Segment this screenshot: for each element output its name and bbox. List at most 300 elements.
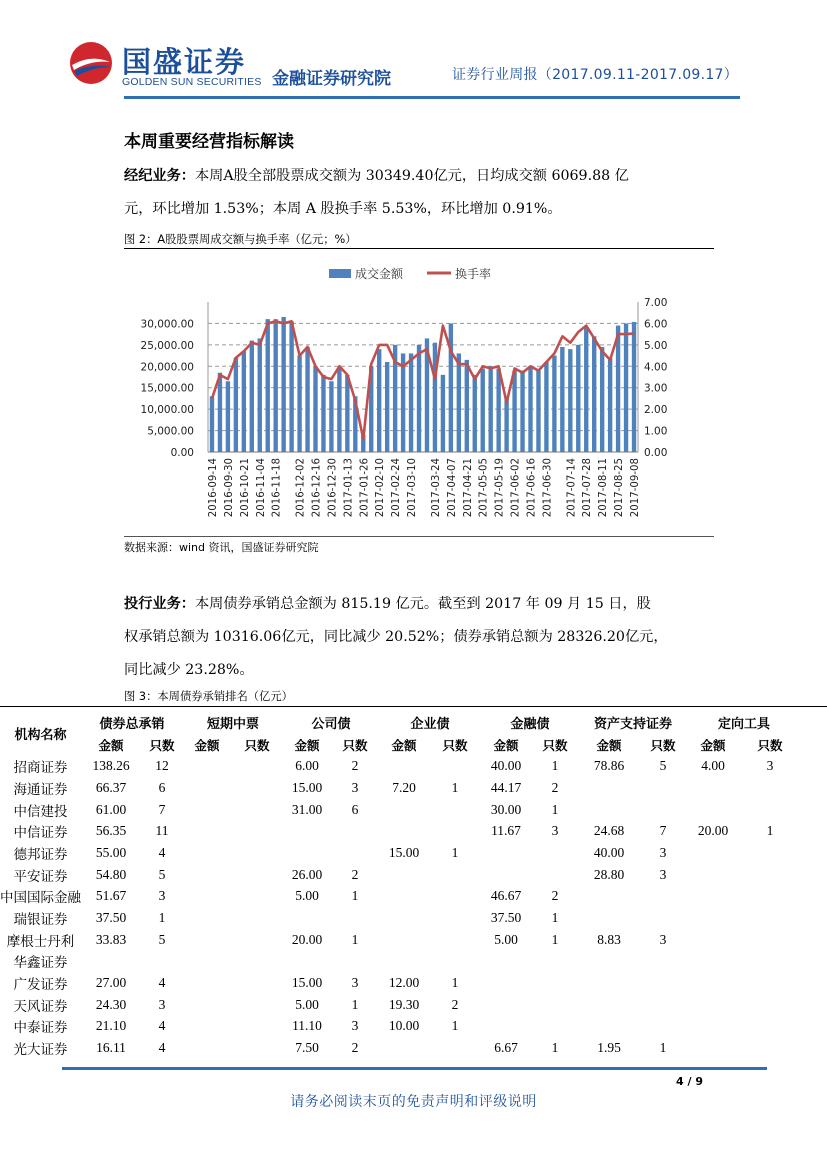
- x-tick-label: 2016-10-21: [239, 458, 251, 518]
- cell-count: [531, 994, 579, 1016]
- volume-bar: [608, 358, 612, 452]
- header-divider: [124, 96, 740, 99]
- cell-count: [429, 1037, 481, 1059]
- x-tick-label: 2016-12-02: [295, 458, 307, 518]
- cell-count: [231, 1037, 283, 1059]
- volume-bar: [584, 328, 588, 452]
- ib-line3: 同比减少 23.28%。: [124, 662, 254, 678]
- cell-count: 1: [551, 1040, 559, 1056]
- cell-count: 1: [551, 801, 559, 817]
- cell-amount: 15.00: [291, 975, 323, 991]
- disclaimer: 请务必阅读末页的免责声明和评级说明: [290, 1094, 537, 1110]
- cell-amount: [379, 1037, 429, 1059]
- institution-name: 德邦证券: [13, 846, 68, 863]
- cell-amount: [687, 972, 739, 994]
- cell-amount: [81, 951, 141, 973]
- page-number: 4 / 9: [676, 1075, 703, 1088]
- x-tick-label: 2017-06-30: [542, 458, 554, 518]
- institution-name: 天风证券: [13, 998, 68, 1015]
- cell-count: 3: [659, 931, 667, 947]
- brokerage-line2: 元，环比增加 1.53%；本周 A 股换手率 5.53%，环比增加 0.91%。: [124, 201, 562, 217]
- group-header: 金融债: [510, 717, 550, 733]
- figure2-top-rule: [124, 248, 714, 249]
- volume-bar: [273, 319, 277, 452]
- cell-count: 11: [155, 823, 169, 839]
- legend-swatch-volume: [329, 269, 351, 278]
- institution-name: 平安证券: [13, 868, 68, 885]
- footer-divider: [62, 1067, 767, 1070]
- cell-count: [739, 972, 801, 994]
- cell-count: 4: [158, 844, 166, 860]
- figure3-caption: 图 3：本周债券承销排名（亿元）: [124, 690, 293, 703]
- turnover-chart: [124, 252, 714, 537]
- volume-bar: [401, 353, 405, 452]
- cell-count: [231, 820, 283, 842]
- cell-count: 4: [158, 975, 166, 991]
- cell-count: [639, 777, 687, 799]
- cell-amount: 54.80: [95, 866, 127, 882]
- cell-amount: 15.00: [388, 844, 420, 860]
- cell-count: 6: [351, 801, 359, 817]
- subheader-amount: 金额: [493, 737, 519, 753]
- cell-amount: 55.00: [95, 844, 127, 860]
- subheader-count: 只数: [757, 737, 783, 753]
- cell-amount: [687, 1037, 739, 1059]
- institute-name: 金融证券研究院: [272, 69, 391, 89]
- cell-amount: [183, 799, 231, 821]
- volume-bar: [544, 362, 548, 452]
- cell-amount: [579, 951, 639, 973]
- table-row: [0, 972, 801, 994]
- cell-count: 3: [158, 888, 166, 904]
- x-tick-label: 2017-02-10: [375, 458, 387, 518]
- cell-amount: 66.37: [95, 779, 127, 795]
- table-header-sub: [0, 734, 801, 756]
- volume-bar: [258, 338, 262, 452]
- cell-count: [739, 951, 801, 973]
- cell-count: [739, 1037, 801, 1059]
- x-tick-label: 2016-11-04: [255, 458, 267, 518]
- subheader-amount: 金额: [700, 737, 726, 753]
- cell-count: 5: [659, 758, 667, 774]
- x-tick-label: 2017-05-19: [494, 458, 506, 518]
- volume-bar: [568, 349, 572, 452]
- volume-bar: [218, 373, 222, 452]
- right-tick-label: 2.00: [644, 404, 668, 417]
- cell-amount: [481, 972, 531, 994]
- cell-amount: 51.67: [95, 888, 127, 904]
- x-tick-label: 2017-06-02: [510, 458, 522, 518]
- cell-count: [141, 951, 183, 973]
- cell-amount: [687, 864, 739, 886]
- cell-amount: [579, 886, 639, 908]
- underwriting-table: [0, 712, 801, 1059]
- cell-amount: 33.83: [95, 931, 127, 947]
- volume-bar: [632, 322, 636, 452]
- table-row: [0, 842, 801, 864]
- volume-bar: [305, 347, 309, 452]
- cell-count: 1: [351, 931, 359, 947]
- cell-amount: 78.86: [593, 758, 625, 774]
- volume-bar: [616, 326, 620, 452]
- cell-count: 2: [551, 888, 559, 904]
- right-tick-label: 6.00: [644, 318, 668, 331]
- group-header: 短期中票: [206, 717, 259, 733]
- volume-bar: [409, 353, 413, 452]
- x-tick-label: 2017-01-13: [343, 458, 355, 518]
- cell-amount: [183, 951, 231, 973]
- cell-amount: [379, 820, 429, 842]
- cell-amount: [183, 929, 231, 951]
- institution-name: 中国国际金融: [0, 890, 81, 907]
- cell-amount: [687, 951, 739, 973]
- legend-label-volume: 成交金额: [355, 267, 404, 281]
- cell-amount: [183, 994, 231, 1016]
- cell-amount: [579, 799, 639, 821]
- cell-count: 1: [551, 758, 559, 774]
- x-tick-label: 2017-06-16: [526, 458, 538, 518]
- table-row: [0, 820, 801, 842]
- cell-count: 4: [158, 1040, 166, 1056]
- cell-count: 1: [451, 975, 459, 991]
- subheader-count: 只数: [244, 737, 270, 753]
- cell-amount: [183, 864, 231, 886]
- cell-amount: [379, 864, 429, 886]
- cell-amount: [481, 864, 531, 886]
- cell-amount: [687, 929, 739, 951]
- table-row: [0, 886, 801, 908]
- volume-bar: [496, 368, 500, 452]
- cell-count: [739, 777, 801, 799]
- cell-count: [231, 842, 283, 864]
- cell-amount: [481, 842, 531, 864]
- table-row: [0, 907, 801, 929]
- cell-count: [639, 799, 687, 821]
- logo-text-en: GOLDEN SUN SECURITIES: [122, 76, 262, 88]
- volume-bar: [234, 358, 238, 452]
- subheader-amount: 金额: [391, 737, 417, 753]
- logo-text-cn: 国盛证券: [122, 45, 247, 79]
- volume-bar: [266, 319, 270, 452]
- volume-bar: [345, 375, 349, 452]
- subheader-count: 只数: [542, 737, 568, 753]
- volume-bar: [210, 396, 214, 452]
- cell-count: 2: [351, 1040, 359, 1056]
- cell-count: [639, 972, 687, 994]
- cell-count: [429, 820, 481, 842]
- ib-line1: 本周债券承销总金额为 815.19 亿元。截至到 2017 年 09 月 15 日，股: [194, 596, 651, 612]
- x-tick-label: 2016-11-18: [271, 458, 283, 518]
- cell-amount: 61.00: [95, 801, 127, 817]
- cell-amount: [183, 972, 231, 994]
- cell-count: [739, 907, 801, 929]
- cell-count: 12: [155, 758, 169, 774]
- volume-bar: [504, 396, 508, 452]
- volume-bar: [321, 375, 325, 452]
- cell-amount: 20.00: [697, 823, 729, 839]
- cell-amount: 11.67: [491, 823, 521, 839]
- volume-bar: [377, 349, 381, 452]
- group-header: 定向工具: [717, 717, 770, 733]
- volume-bar: [488, 366, 492, 452]
- cell-amount: 1.95: [597, 1040, 621, 1056]
- volume-bar: [576, 345, 580, 452]
- cell-count: 3: [158, 996, 166, 1012]
- cell-amount: [183, 820, 231, 842]
- col-header-institution: 机构名称: [14, 728, 67, 744]
- cell-amount: [579, 1016, 639, 1038]
- cell-amount: 7.50: [295, 1040, 319, 1056]
- x-tick-label: 2017-08-25: [614, 458, 626, 518]
- left-tick-label: 15,000.00: [140, 382, 194, 395]
- institution-name: 瑞银证券: [13, 912, 68, 929]
- group-header: 企业债: [410, 717, 450, 733]
- institution-name: 广发证券: [13, 977, 68, 994]
- cell-count: 5: [158, 931, 166, 947]
- cell-amount: 46.67: [490, 888, 522, 904]
- cell-count: 7: [158, 801, 166, 817]
- cell-amount: [687, 994, 739, 1016]
- cell-amount: [379, 886, 429, 908]
- cell-amount: [183, 886, 231, 908]
- cell-amount: 12.00: [388, 975, 420, 991]
- cell-amount: 37.50: [95, 910, 127, 926]
- cell-count: 1: [551, 910, 559, 926]
- cell-amount: 16.11: [96, 1040, 126, 1056]
- right-tick-label: 5.00: [644, 339, 668, 352]
- right-tick-label: 4.00: [644, 361, 668, 374]
- cell-amount: 5.00: [295, 888, 319, 904]
- cell-amount: [379, 755, 429, 777]
- cell-count: [331, 951, 379, 973]
- volume-bar: [250, 341, 254, 452]
- cell-amount: [579, 972, 639, 994]
- cell-count: [231, 755, 283, 777]
- left-tick-label: 5,000.00: [147, 425, 194, 438]
- cell-amount: [183, 842, 231, 864]
- cell-count: 4: [158, 1018, 166, 1034]
- cell-amount: 37.50: [490, 910, 522, 926]
- cell-count: [429, 951, 481, 973]
- cell-amount: 40.00: [490, 758, 522, 774]
- volume-bar: [465, 360, 469, 452]
- cell-count: [531, 1016, 579, 1038]
- volume-bar: [417, 345, 421, 452]
- volume-bar: [297, 356, 301, 452]
- cell-amount: 11.10: [292, 1018, 322, 1034]
- ib-paragraph: [124, 588, 714, 687]
- cell-count: [531, 951, 579, 973]
- figure3-top-rule: [0, 706, 827, 707]
- cell-count: [639, 907, 687, 929]
- cell-count: 3: [659, 844, 667, 860]
- cell-count: [531, 842, 579, 864]
- cell-count: [429, 907, 481, 929]
- cell-amount: 26.00: [291, 866, 323, 882]
- institution-name: 华鑫证券: [13, 955, 68, 972]
- volume-bar: [552, 356, 556, 452]
- right-tick-label: 3.00: [644, 382, 668, 395]
- cell-count: [739, 864, 801, 886]
- subheader-amount: 金额: [98, 737, 124, 753]
- cell-amount: [687, 777, 739, 799]
- institution-name: 海通证券: [13, 781, 68, 798]
- cell-amount: 40.00: [593, 844, 625, 860]
- cell-amount: 7.20: [392, 779, 416, 795]
- cell-amount: [687, 799, 739, 821]
- institution-name: 摩根士丹利: [6, 933, 75, 950]
- table-row: [0, 951, 801, 973]
- cell-count: [231, 886, 283, 908]
- section-title: 本周重要经营指标解读: [124, 132, 294, 152]
- cell-count: [739, 799, 801, 821]
- cell-count: [639, 1016, 687, 1038]
- volume-bar: [441, 375, 445, 452]
- cell-count: [639, 886, 687, 908]
- cell-count: 1: [451, 779, 459, 795]
- volume-bar: [512, 371, 516, 452]
- volume-bar: [329, 381, 333, 452]
- cell-amount: [183, 755, 231, 777]
- cell-amount: [687, 842, 739, 864]
- cell-amount: [481, 1016, 531, 1038]
- x-tick-label: 2017-07-14: [566, 458, 578, 518]
- right-tick-label: 1.00: [644, 425, 668, 438]
- x-tick-label: 2016-09-30: [223, 458, 235, 518]
- subheader-amount: 金额: [596, 737, 622, 753]
- volume-bar: [536, 371, 540, 452]
- x-tick-label: 2017-04-07: [446, 458, 458, 518]
- cell-count: 3: [551, 823, 559, 839]
- cell-count: [639, 994, 687, 1016]
- x-tick-label: 2016-12-16: [311, 458, 323, 518]
- company-logo: [68, 38, 273, 90]
- cell-count: 2: [551, 779, 559, 795]
- cell-amount: 5.00: [494, 931, 518, 947]
- cell-count: [231, 864, 283, 886]
- cell-count: 2: [351, 866, 359, 882]
- cell-amount: [379, 951, 429, 973]
- volume-bar: [281, 317, 285, 452]
- cell-amount: [481, 951, 531, 973]
- cell-count: [331, 842, 379, 864]
- cell-amount: [183, 1037, 231, 1059]
- brokerage-label: 经纪业务：: [124, 168, 195, 184]
- cell-amount: 24.68: [593, 823, 625, 839]
- cell-amount: [481, 994, 531, 1016]
- volume-bar: [385, 362, 389, 452]
- cell-count: [231, 1016, 283, 1038]
- x-tick-label: 2017-01-26: [359, 458, 371, 518]
- cell-count: 6: [158, 779, 166, 795]
- cell-count: [429, 929, 481, 951]
- figure2-source: 数据来源：wind 资讯，国盛证券研究院: [124, 541, 319, 554]
- cell-amount: 44.17: [490, 779, 522, 795]
- cell-amount: 5.00: [295, 996, 319, 1012]
- cell-count: [231, 799, 283, 821]
- legend-label-turnover: 换手率: [455, 267, 492, 281]
- cell-count: [231, 929, 283, 951]
- volume-bar: [592, 336, 596, 452]
- table-row: [0, 864, 801, 886]
- cell-count: 5: [158, 866, 166, 882]
- cell-count: 1: [659, 1040, 667, 1056]
- cell-amount: [579, 907, 639, 929]
- x-tick-label: 2017-02-24: [391, 458, 403, 518]
- cell-amount: 15.00: [291, 779, 323, 795]
- left-tick-label: 30,000.00: [140, 318, 194, 331]
- table-row: [0, 799, 801, 821]
- cell-amount: 19.30: [388, 996, 420, 1012]
- x-tick-label: 2017-03-24: [430, 458, 442, 518]
- table-row: [0, 929, 801, 951]
- x-tick-label: 2016-12-30: [327, 458, 339, 518]
- cell-amount: 6.67: [494, 1040, 518, 1056]
- institution-name: 中泰证券: [13, 1020, 68, 1037]
- cell-count: [331, 907, 379, 929]
- cell-count: [531, 972, 579, 994]
- cell-amount: [379, 929, 429, 951]
- group-header: 公司债: [311, 717, 351, 733]
- volume-bar: [528, 366, 532, 452]
- right-tick-label: 7.00: [644, 297, 668, 309]
- table-row: [0, 1016, 801, 1038]
- volume-bar: [560, 347, 564, 452]
- volume-bar: [520, 371, 524, 452]
- cell-amount: [579, 994, 639, 1016]
- cell-amount: [579, 777, 639, 799]
- ib-line2: 权承销总额为 10316.06亿元，同比减少 20.52%；债券承销总额为 28326.20亿元，: [124, 629, 668, 645]
- cell-count: [739, 886, 801, 908]
- subheader-count: 只数: [650, 737, 676, 753]
- cell-amount: [379, 907, 429, 929]
- cell-count: [231, 951, 283, 973]
- cell-count: [231, 994, 283, 1016]
- table-header-groups: [0, 712, 801, 734]
- cell-count: 1: [351, 888, 359, 904]
- cell-amount: 27.00: [95, 975, 127, 991]
- cell-count: 2: [351, 758, 359, 774]
- subheader-count: 只数: [149, 737, 175, 753]
- logo-emblem-icon: [68, 40, 114, 86]
- brokerage-line1: 本周A股全部股票成交额为 30349.40亿元，日均成交额 6069.88 亿: [194, 168, 629, 184]
- cell-amount: [183, 1016, 231, 1038]
- table-row: [0, 1037, 801, 1059]
- volume-bar: [313, 366, 317, 452]
- x-tick-label: 2017-04-21: [462, 458, 474, 518]
- cell-amount: 24.30: [95, 996, 127, 1012]
- group-header: 资产支持证券: [593, 717, 672, 733]
- volume-bar: [337, 368, 341, 452]
- x-tick-label: 2017-07-28: [582, 457, 594, 518]
- left-tick-label: 25,000.00: [140, 339, 194, 352]
- cell-amount: [687, 1016, 739, 1038]
- cell-count: [331, 820, 379, 842]
- table-row: [0, 755, 801, 777]
- cell-amount: 8.83: [597, 931, 621, 947]
- x-tick-label: 2017-05-05: [478, 458, 490, 518]
- cell-count: 3: [351, 779, 359, 795]
- cell-amount: [283, 820, 331, 842]
- cell-count: [531, 864, 579, 886]
- institution-name: 招商证券: [13, 760, 68, 777]
- right-tick-label: 0.00: [644, 447, 668, 459]
- cell-amount: 10.00: [388, 1018, 420, 1034]
- volume-bar: [457, 353, 461, 452]
- institution-name: 中信证券: [13, 825, 68, 842]
- cell-count: 3: [351, 1018, 359, 1034]
- x-tick-label: 2016-09-14: [207, 458, 219, 518]
